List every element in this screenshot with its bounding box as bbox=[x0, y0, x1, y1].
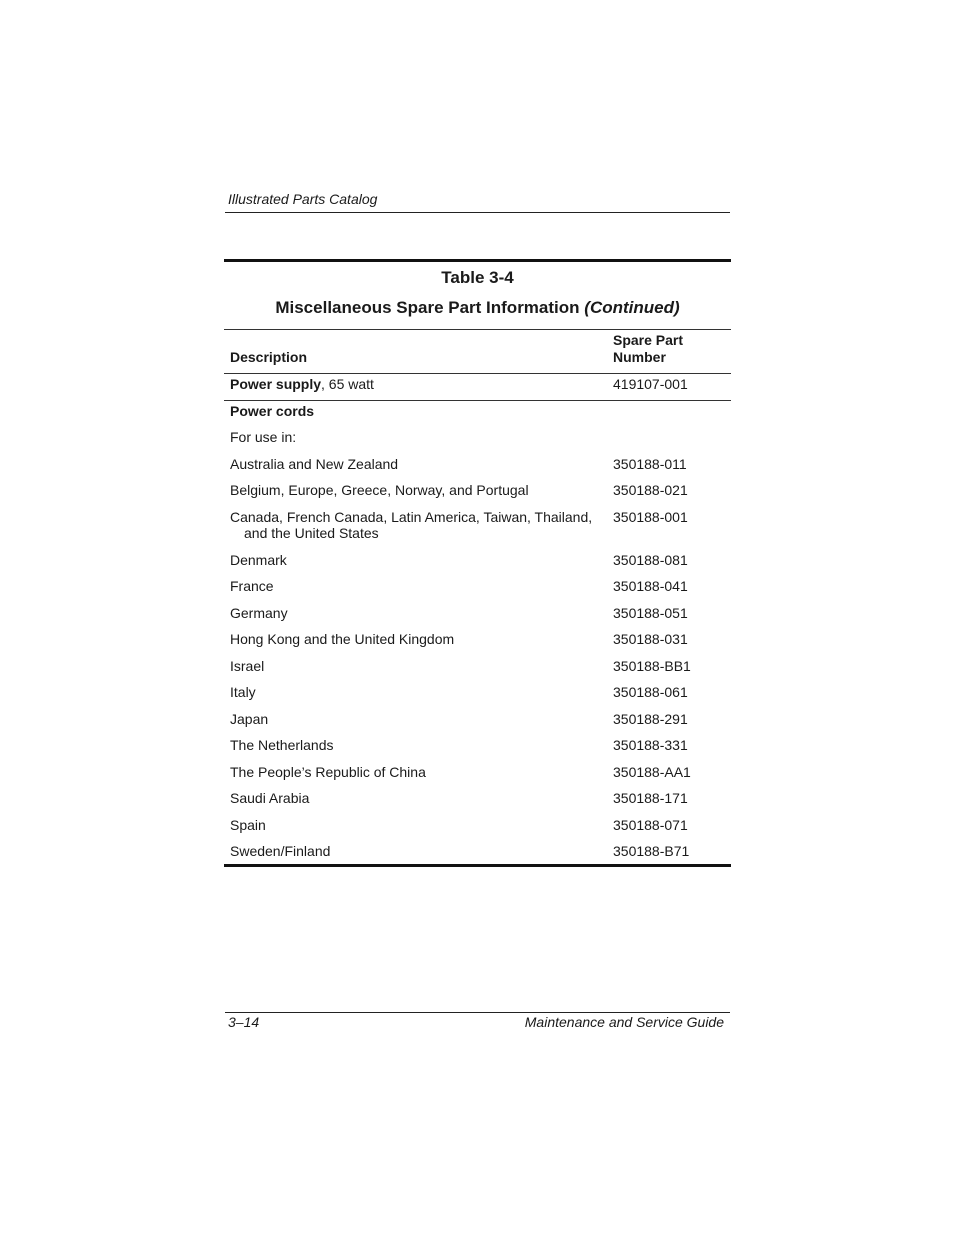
part-number: 350188-021 bbox=[613, 482, 688, 498]
part-number: 350188-051 bbox=[613, 605, 688, 621]
country-description: Spain bbox=[230, 817, 266, 833]
power-supply-label: Power supply bbox=[230, 376, 322, 392]
power-supply-description bbox=[230, 376, 600, 392]
part-number: 350188-171 bbox=[613, 790, 688, 806]
column-header-bottom-rule bbox=[224, 373, 731, 374]
running-header: Illustrated Parts Catalog bbox=[228, 191, 378, 207]
part-number: 350188-B71 bbox=[613, 843, 690, 859]
header-rule bbox=[225, 212, 730, 213]
table-top-rule bbox=[224, 259, 731, 262]
country-description: The People’s Republic of China bbox=[230, 764, 426, 780]
footer-rule bbox=[225, 1012, 730, 1013]
part-number: 350188-BB1 bbox=[613, 658, 691, 674]
section-rule bbox=[224, 400, 731, 401]
part-number: 350188-061 bbox=[613, 684, 688, 700]
country-description: Japan bbox=[230, 711, 269, 727]
table-title bbox=[224, 298, 731, 318]
power-supply-spec: , 65 watt bbox=[321, 376, 374, 392]
country-description: Saudi Arabia bbox=[230, 790, 310, 806]
country-description bbox=[230, 509, 600, 541]
part-number: 350188-081 bbox=[613, 552, 688, 568]
power-supply-part-number: 419107-001 bbox=[613, 376, 688, 392]
table-label: Table 3-4 bbox=[441, 268, 514, 287]
column-header-spare-part-line2: Number bbox=[613, 349, 666, 365]
part-number: 350188-041 bbox=[613, 578, 688, 594]
column-header-description: Description bbox=[230, 349, 308, 365]
table-bottom-rule bbox=[224, 864, 731, 867]
country-description: Italy bbox=[230, 684, 256, 700]
part-number: 350188-031 bbox=[613, 631, 688, 647]
table-title-text: Miscellaneous Spare Part Information bbox=[275, 298, 580, 317]
country-description-line2: and the United States bbox=[244, 525, 379, 541]
country-description: Belgium, Europe, Greece, Norway, and Portugal bbox=[230, 482, 529, 498]
country-description: Germany bbox=[230, 605, 288, 621]
country-description-line1: Canada, French Canada, Latin America, Taiwan, Thailand, bbox=[230, 509, 593, 525]
country-description: Denmark bbox=[230, 552, 287, 568]
part-number: 350188-001 bbox=[613, 509, 688, 525]
column-header-top-rule bbox=[224, 329, 731, 330]
power-cords-heading: Power cords bbox=[230, 403, 315, 419]
country-description: The Netherlands bbox=[230, 737, 334, 753]
page-number: 3–14 bbox=[228, 1014, 260, 1030]
country-description: Israel bbox=[230, 658, 265, 674]
guide-title: Maintenance and Service Guide bbox=[524, 1014, 724, 1030]
country-description: Sweden/Finland bbox=[230, 843, 331, 859]
part-number: 350188-291 bbox=[613, 711, 688, 727]
country-description: Hong Kong and the United Kingdom bbox=[230, 631, 455, 647]
part-number: 350188-AA1 bbox=[613, 764, 691, 780]
part-number: 350188-331 bbox=[613, 737, 688, 753]
part-number: 350188-011 bbox=[613, 456, 687, 472]
column-header-spare-part-line1: Spare Part bbox=[613, 332, 684, 348]
for-use-in-label: For use in: bbox=[230, 429, 297, 445]
table-title-suffix: (Continued) bbox=[584, 298, 680, 317]
part-number: 350188-071 bbox=[613, 817, 688, 833]
country-description: France bbox=[230, 578, 274, 594]
country-description: Australia and New Zealand bbox=[230, 456, 399, 472]
column-header-spare-part bbox=[613, 332, 683, 366]
